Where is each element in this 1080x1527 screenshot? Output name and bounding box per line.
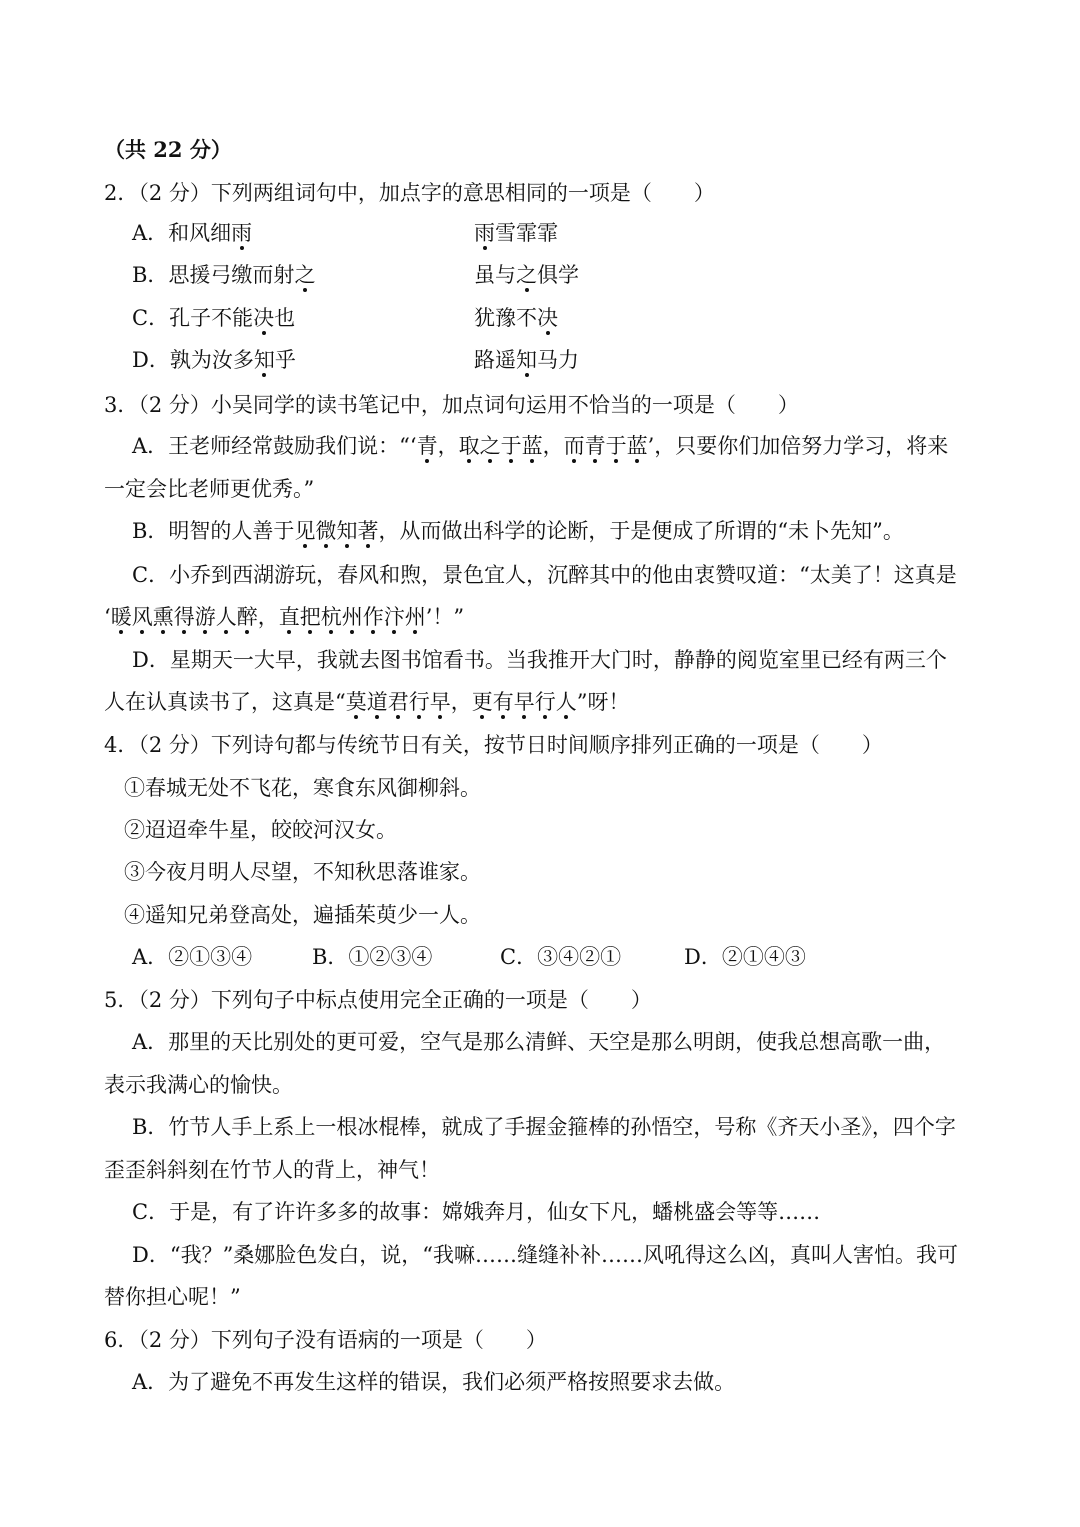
dotted-char: 知 <box>336 519 358 543</box>
question-6-stem: 6．（2 分）下列句子没有语病的一项是（ ） <box>104 1328 547 1352</box>
question-5-stem: 5．（2 分）下列句子中标点使用完全正确的一项是（ ） <box>104 988 652 1012</box>
dotted-phrase <box>346 690 577 714</box>
dotted-char: 于 <box>500 434 522 458</box>
dotted-char: 州 <box>404 605 426 629</box>
q4-choice-b: B．①②③④ <box>312 945 433 969</box>
dotted-char: 把 <box>299 605 321 629</box>
q4-choice-d: D．②①④③ <box>684 945 806 969</box>
dotted-char: 早 <box>513 690 535 714</box>
q2-option-a: A．和风细雨 <box>132 221 253 245</box>
dotted-char: 行 <box>534 690 556 714</box>
dotted-char: ， <box>437 434 459 458</box>
dotted-char: 之 <box>516 263 537 287</box>
q3-option-c-line-1: C．小乔到西湖游玩，春风和煦，景色宜人，沉醉其中的他由衷赞叹道：“太美了！这真是 <box>132 563 957 587</box>
q3-option-a-line-1: A．王老师经常鼓励我们说：“‘青，取之于蓝，而青于蓝’，只要你们加倍努力学习，将来 <box>132 434 949 458</box>
question-4-stem: 4．（2 分）下列诗句都与传统节日有关，按节日时间顺序排列正确的一项是（ ） <box>104 733 883 757</box>
q2-option-a-pair: 雨雪霏霏 <box>474 221 558 245</box>
q5-option-c: C．于是，有了许许多多的故事：嫦娥奔月，仙女下凡，蟠桃盛会等等…… <box>132 1200 821 1224</box>
dotted-char: 而 <box>563 434 585 458</box>
q5-option-a-line-1: A．那里的天比别处的更可爱，空气是那么清鲜、天空是那么明朗，使我总想高歌一曲， <box>132 1030 946 1054</box>
q2-option-c-pair: 犹豫不决 <box>474 306 558 330</box>
dotted-char: 知 <box>253 348 275 372</box>
q5-option-b-line-1: B．竹节人手上系上一根冰棍棒，就成了手握金箍棒的孙悟空，号称《齐天小圣》，四个字 <box>132 1115 956 1139</box>
dotted-char: 蓝 <box>626 434 648 458</box>
dotted-char: ， <box>257 605 279 629</box>
q2-option-label: D． <box>132 348 170 372</box>
dotted-char: 之 <box>479 434 501 458</box>
q4-poem-4: ④遥知兄弟登高处，遍插茱萸少一人。 <box>124 903 481 927</box>
q2-option-d: D．孰为汝多知乎 <box>132 348 296 372</box>
dotted-char: 杭 <box>320 605 342 629</box>
dotted-phrase <box>111 605 426 629</box>
dotted-char: 莫 <box>345 690 367 714</box>
dotted-phrase <box>294 519 378 543</box>
dotted-char: 著 <box>357 519 379 543</box>
q4-poem-3: ③今夜月明人尽望，不知秋思落谁家。 <box>124 860 481 884</box>
dotted-char: 游 <box>194 605 216 629</box>
dotted-char: 醉 <box>236 605 258 629</box>
question-2-stem: 2．（2 分）下列两组词句中，加点字的意思相同的一项是（ ） <box>104 181 715 205</box>
q2-option-c: C．孔子不能决也 <box>132 306 296 330</box>
q2-option-d-pair: 路遥知马力 <box>474 348 579 372</box>
dotted-char: ， <box>450 690 472 714</box>
dotted-char: 见 <box>294 519 316 543</box>
dotted-char: 有 <box>492 690 514 714</box>
q4-choice-a: A．②①③④ <box>132 945 253 969</box>
dotted-char: 君 <box>387 690 409 714</box>
q4-poem-1: ①春城无处不飞花，寒食东风御柳斜。 <box>124 776 481 800</box>
dotted-char: 蓝 <box>521 434 543 458</box>
dotted-char: 直 <box>278 605 300 629</box>
dotted-char: 雨 <box>231 221 253 245</box>
dotted-char: 州 <box>341 605 363 629</box>
q2-option-label: B． <box>132 263 169 287</box>
q3-option-c-line-2: ‘暖风熏得游人醉，直把杭州作汴州’！” <box>104 605 465 629</box>
q3-option-b: B．明智的人善于见微知著，从而做出科学的论断，于是便成了所谓的“未卜先知”。 <box>132 519 904 543</box>
dotted-char: 得 <box>173 605 195 629</box>
dotted-char: 取 <box>458 434 480 458</box>
dotted-char: 人 <box>215 605 237 629</box>
dotted-char: 青 <box>416 434 438 458</box>
dotted-char: 熏 <box>152 605 174 629</box>
dotted-char: 道 <box>366 690 388 714</box>
dotted-phrase <box>417 434 648 458</box>
q6-option-a: A．为了避免不再发生这样的错误，我们必须严格按照要求去做。 <box>132 1370 736 1394</box>
dotted-char: 决 <box>537 306 558 330</box>
q2-option-b-pair: 虽与之俱学 <box>474 263 579 287</box>
dotted-char: 之 <box>294 263 316 287</box>
q2-option-label: C． <box>132 306 170 330</box>
dotted-char: 汴 <box>383 605 405 629</box>
q4-choice-c: C．③④②① <box>500 945 622 969</box>
dotted-char: 暖 <box>110 605 132 629</box>
dotted-char: 作 <box>362 605 384 629</box>
dotted-char: 更 <box>471 690 493 714</box>
dotted-char: 知 <box>516 348 537 372</box>
section-header: （共 22 分） <box>104 137 232 162</box>
dotted-char: ， <box>542 434 564 458</box>
q3-option-d-line-1: D．星期天一大早，我就去图书馆看书。当我推开大门时，静静的阅览室里已经有两三个 <box>132 648 947 672</box>
q4-poem-2: ②迢迢牵牛星，皎皎河汉女。 <box>124 818 397 842</box>
q5-option-d-line-2: 替你担心呢！” <box>104 1285 241 1309</box>
dotted-char: 人 <box>555 690 577 714</box>
q5-option-b-line-2: 歪歪斜斜刻在竹节人的背上，神气！ <box>104 1158 440 1182</box>
dotted-char: 青 <box>584 434 606 458</box>
q2-option-label: A． <box>132 221 169 245</box>
q3-option-a-line-2: 一定会比老师更优秀。” <box>104 477 315 501</box>
dotted-char: 雨 <box>474 221 495 245</box>
dotted-char: 决 <box>253 306 275 330</box>
dotted-char: 行 <box>408 690 430 714</box>
dotted-char: 早 <box>429 690 451 714</box>
question-3-stem: 3．（2 分）小吴同学的读书笔记中，加点词句运用不恰当的一项是（ ） <box>104 393 799 417</box>
dotted-char: 风 <box>131 605 153 629</box>
q5-option-a-line-2: 表示我满心的愉快。 <box>104 1073 293 1097</box>
dotted-char: 微 <box>315 519 337 543</box>
q5-option-d-line-1: D．“我？”桑娜脸色发白，说，“我嘛……缝缝补补……风吼得这么凶，真叫人害怕。我可 <box>132 1243 959 1267</box>
q3-option-d-line-2: 人在认真读书了，这真是“莫道君行早，更有早行人”呀！ <box>104 690 630 714</box>
q2-option-b: B．思援弓缴而射之 <box>132 263 316 287</box>
dotted-char: 于 <box>605 434 627 458</box>
